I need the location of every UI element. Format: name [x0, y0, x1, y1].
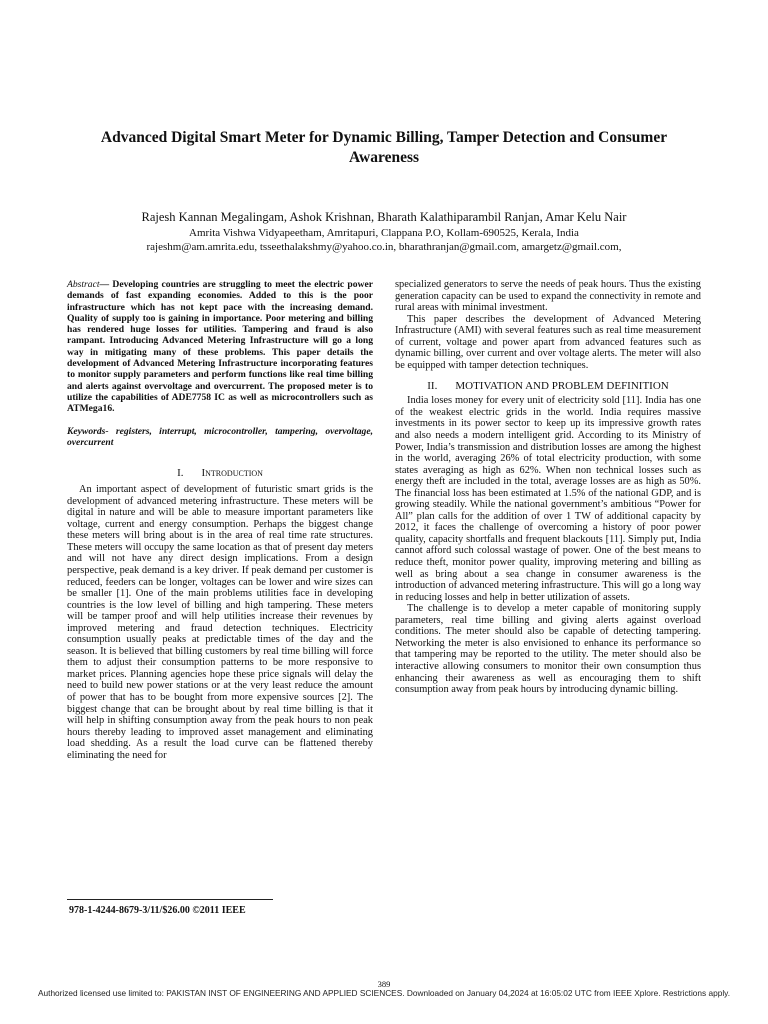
keywords-text: registers, interrupt, microcontroller, tampering, overvoltage, overcurrent [67, 425, 373, 448]
introduction-continuation: specialized generators to serve the needs of peak hours. Thus the existing generation capacity can be used to expand the connectivity in remote and rural areas with minimal investment. [395, 279, 701, 314]
section-number: II. [427, 380, 438, 393]
right-column [395, 279, 701, 696]
copyright-notice: 978-1-4244-8679-3/11/$26.00 ©2011 IEEE [69, 905, 246, 916]
section-heading-motivation [395, 379, 701, 393]
paper-title: Advanced Digital Smart Meter for Dynamic Billing, Tamper Detection and Consumer Awareness [100, 129, 668, 166]
section-heading-introduction [67, 466, 373, 480]
abstract-dash: — [99, 279, 110, 290]
section-number: I. [177, 467, 184, 480]
section-title: Introduction [201, 467, 263, 480]
keywords [67, 426, 373, 449]
introduction-paragraph-2: This paper describes the development of Advanced Metering Infrastructure (AMI) with several features such as real time measurement of current, voltage and power apart from advanced features such as dynamic billing, over current and over voltage alerts. The meter will also be equipped with tamper detection techniques. [395, 313, 701, 371]
motivation-paragraph-1: India loses money for every unit of electricity sold [11]. India has one of the weakest electric grids in the world. India requires massive investments in its power sector to keep up its impressive growth rates and also needs a modern intelligent grid. According to its Ministry of Power, India’s transmission and distribution losses are among the highest in the world, averaging 26% of total electricity production, with some states averaging as high as 62%. When non technical losses such as energy theft are included in the total, average losses are as high as 50%. The financial loss has been estimated at 1.5% of the national GDP, and is growing steadily. While the national government’s ambitious “Power for All” plan calls for the addition of over 1 TW of additional capacity by 2012, it faces the challenge of overcoming a history of poor power quality, capacity shortfalls and frequent blackouts [11]. Simply put, India cannot afford such colossal wastage of power. One of the best means to reduce theft, monitor power quality, improving metering and billing as well as bring about a sea change in consumer awareness is the introduction of advanced metering infrastructure. This will go a long way in reducing losses and help in better utilization of assets. [395, 395, 701, 603]
abstract-text: Developing countries are struggling to meet the electric power demands of fast expanding economies. Added to this is the poor infrastructure which has not kept pace with the increasing demand. Quality of supply too is gaining in importance. Poor metering and billing has rendered huge losses for utilities. Tampering and fraud is also rampant. Introducing Advanced Metering Infrastructure will go a long way in mitigating many of these problems. This paper details the development of Advanced Metering Infrastructure incorporating features to monitor supply parameters and perform functions like real time billing and alerts against overvoltage and overcurrent. The proposed meter is to utilize the capabilities of ADE7758 IC as well as microcontrollers such as ATMega16. [67, 279, 373, 415]
affiliation: Amrita Vishwa Vidyapeetham, Amritapuri, Clappana P.O, Kollam-690525, Kerala, India [189, 227, 579, 239]
page-number: 389 [377, 979, 391, 989]
author-emails: rajeshm@am.amrita.edu, tsseethalakshmy@yahoo.co.in, bharathranjan@gmail.com, amargetz@gmail.com, [146, 241, 622, 253]
motivation-paragraph-2: The challenge is to develop a meter capable of monitoring supply parameters, real time billing and giving alerts against overload conditions. The meter should also be capable of detecting tampering. Networking the meter is also envisioned to enhance its performance so that tampering may be reported to the utility. The meter should also be interactive allowing consumers to monitor their own consumption thus enhancing their awareness as well as encouraging them to shift consumption away from peak hours by introducing dynamic billing. [395, 603, 701, 696]
left-column [67, 279, 373, 761]
abstract [67, 279, 373, 415]
introduction-paragraph: An important aspect of development of futuristic smart grids is the development of advanced metering infrastructure. These meters will be digital in nature and will be able to measure important parameters like voltage, current and energy consumption. Perhaps the biggest change these meters will bring about is in the area of real time rate structures. These meters will occupy the same location as that of present day meters and will not have any direct design implications. From a design perspective, peak demand is a key driver. If peak demand per customer is reduced, feeders can be longer, voltages can be lower and wire sizes can be smaller [1]. One of the main problems utilities face in developing countries is the low level of billing and high tampering. These meters will be tamper proof and will help utilities increase their revenues by improved metering and fraud detection techniques. Electricity consumption usually peaks at predictable times of the day and the season. It is believed that billing customers by real time billing will force them to adjust their consumption patterns to be more responsive to market prices. Planning agencies hope these price signals will delay the need to build new power stations or at the very least reduce the amount of power that has to be bought from more expensive sources [2]. The biggest change that can be brought about by real time billing is that it will help in shifting consumption away from the peak hours to non peak hours thereby leading to improved asset management and eliminating load shedding. As a result the load curve can be flattened thereby eliminating the need for [67, 484, 373, 761]
abstract-label: Abstract [67, 279, 100, 290]
license-notice: Authorized licensed use limited to: PAKISTAN INST OF ENGINEERING AND APPLIED SCIENCES. Downloaded on January 04,2024 at 16:05:02 UTC from IEEE Xplore. Restrictions apply. [37, 988, 730, 998]
footnote-rule [67, 899, 273, 900]
keywords-label: Keywords- [67, 425, 109, 437]
section-title: MOTIVATION AND PROBLEM DEFINITION [455, 380, 669, 393]
author-list: Rajesh Kannan Megalingam, Ashok Krishnan, Bharath Kalathiparambil Ranjan, Amar Kelu Nair [141, 210, 627, 224]
